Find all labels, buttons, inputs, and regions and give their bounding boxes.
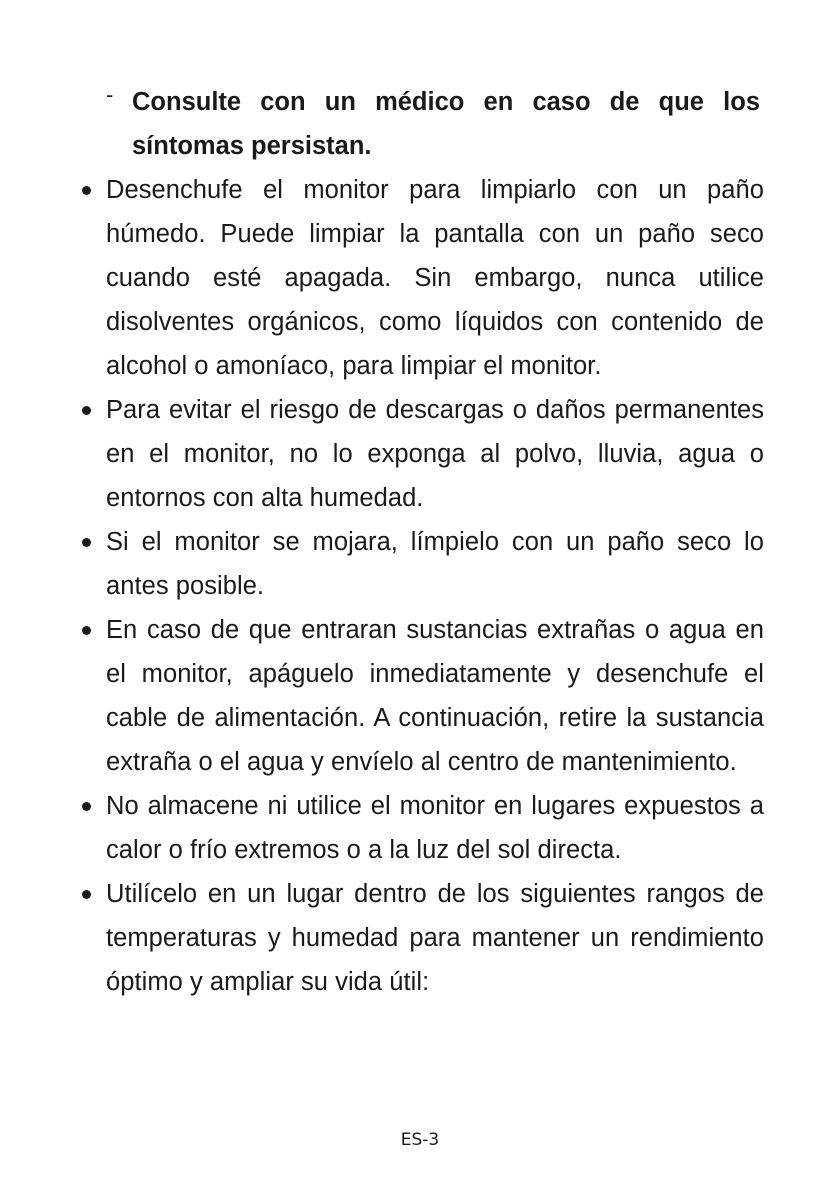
dash-marker: -	[106, 82, 114, 107]
bullet-dot-icon	[82, 626, 91, 635]
bullet-text-humidity: Para evitar el riesgo de descargas o daños permanentes en el monitor, no lo exponga al polvo, lluvia, agua o entornos con alta humedad.	[106, 396, 764, 512]
sub-item-text: Consulte con un médico en caso de que los síntomas persistan.	[132, 88, 760, 160]
bullet-dot-icon	[82, 802, 91, 811]
bullet-list	[74, 168, 764, 1004]
bullet-item	[74, 520, 764, 608]
bullet-dot-icon	[82, 538, 91, 547]
bullet-text-foreign-substance: En caso de que entraran sustancias extrañas o agua en el monitor, apáguelo inmediatamente y desenchufe el cable de alimentación. A continuación, retire la sustancia extraña o el agua y envíelo al centro de mantenimiento.	[106, 616, 764, 776]
bullet-dot-icon	[82, 406, 91, 415]
bullet-item	[74, 388, 764, 520]
bullet-text-operating-range: Utilícelo en un lugar dentro de los siguientes rangos de temperaturas y humedad para mantener un rendimiento óptimo y ampliar su vida útil:	[106, 880, 764, 996]
bullet-item	[74, 608, 764, 784]
bullet-dot-icon	[82, 186, 91, 195]
bullet-item	[74, 784, 764, 872]
bullet-item	[74, 168, 764, 388]
bullet-text-storage: No almacene ni utilice el monitor en lugares expuestos a calor o frío extremos o a la luz del sol directa.	[106, 792, 764, 864]
bullet-text-wet: Si el monitor se mojara, límpielo con un paño seco lo antes posible.	[106, 528, 764, 600]
page-number: ES-3	[400, 1130, 440, 1150]
sub-item-warning	[106, 80, 760, 168]
bullet-item	[74, 872, 764, 1004]
bullet-text-cleaning: Desenchufe el monitor para limpiarlo con un paño húmedo. Puede limpiar la pantalla con un paño seco cuando esté apagada. Sin embargo, nunca utilice disolventes orgánicos, como líquidos con contenido de alcohol o amoníaco, para limpiar el monitor.	[106, 176, 764, 380]
bullet-dot-icon	[82, 890, 91, 899]
